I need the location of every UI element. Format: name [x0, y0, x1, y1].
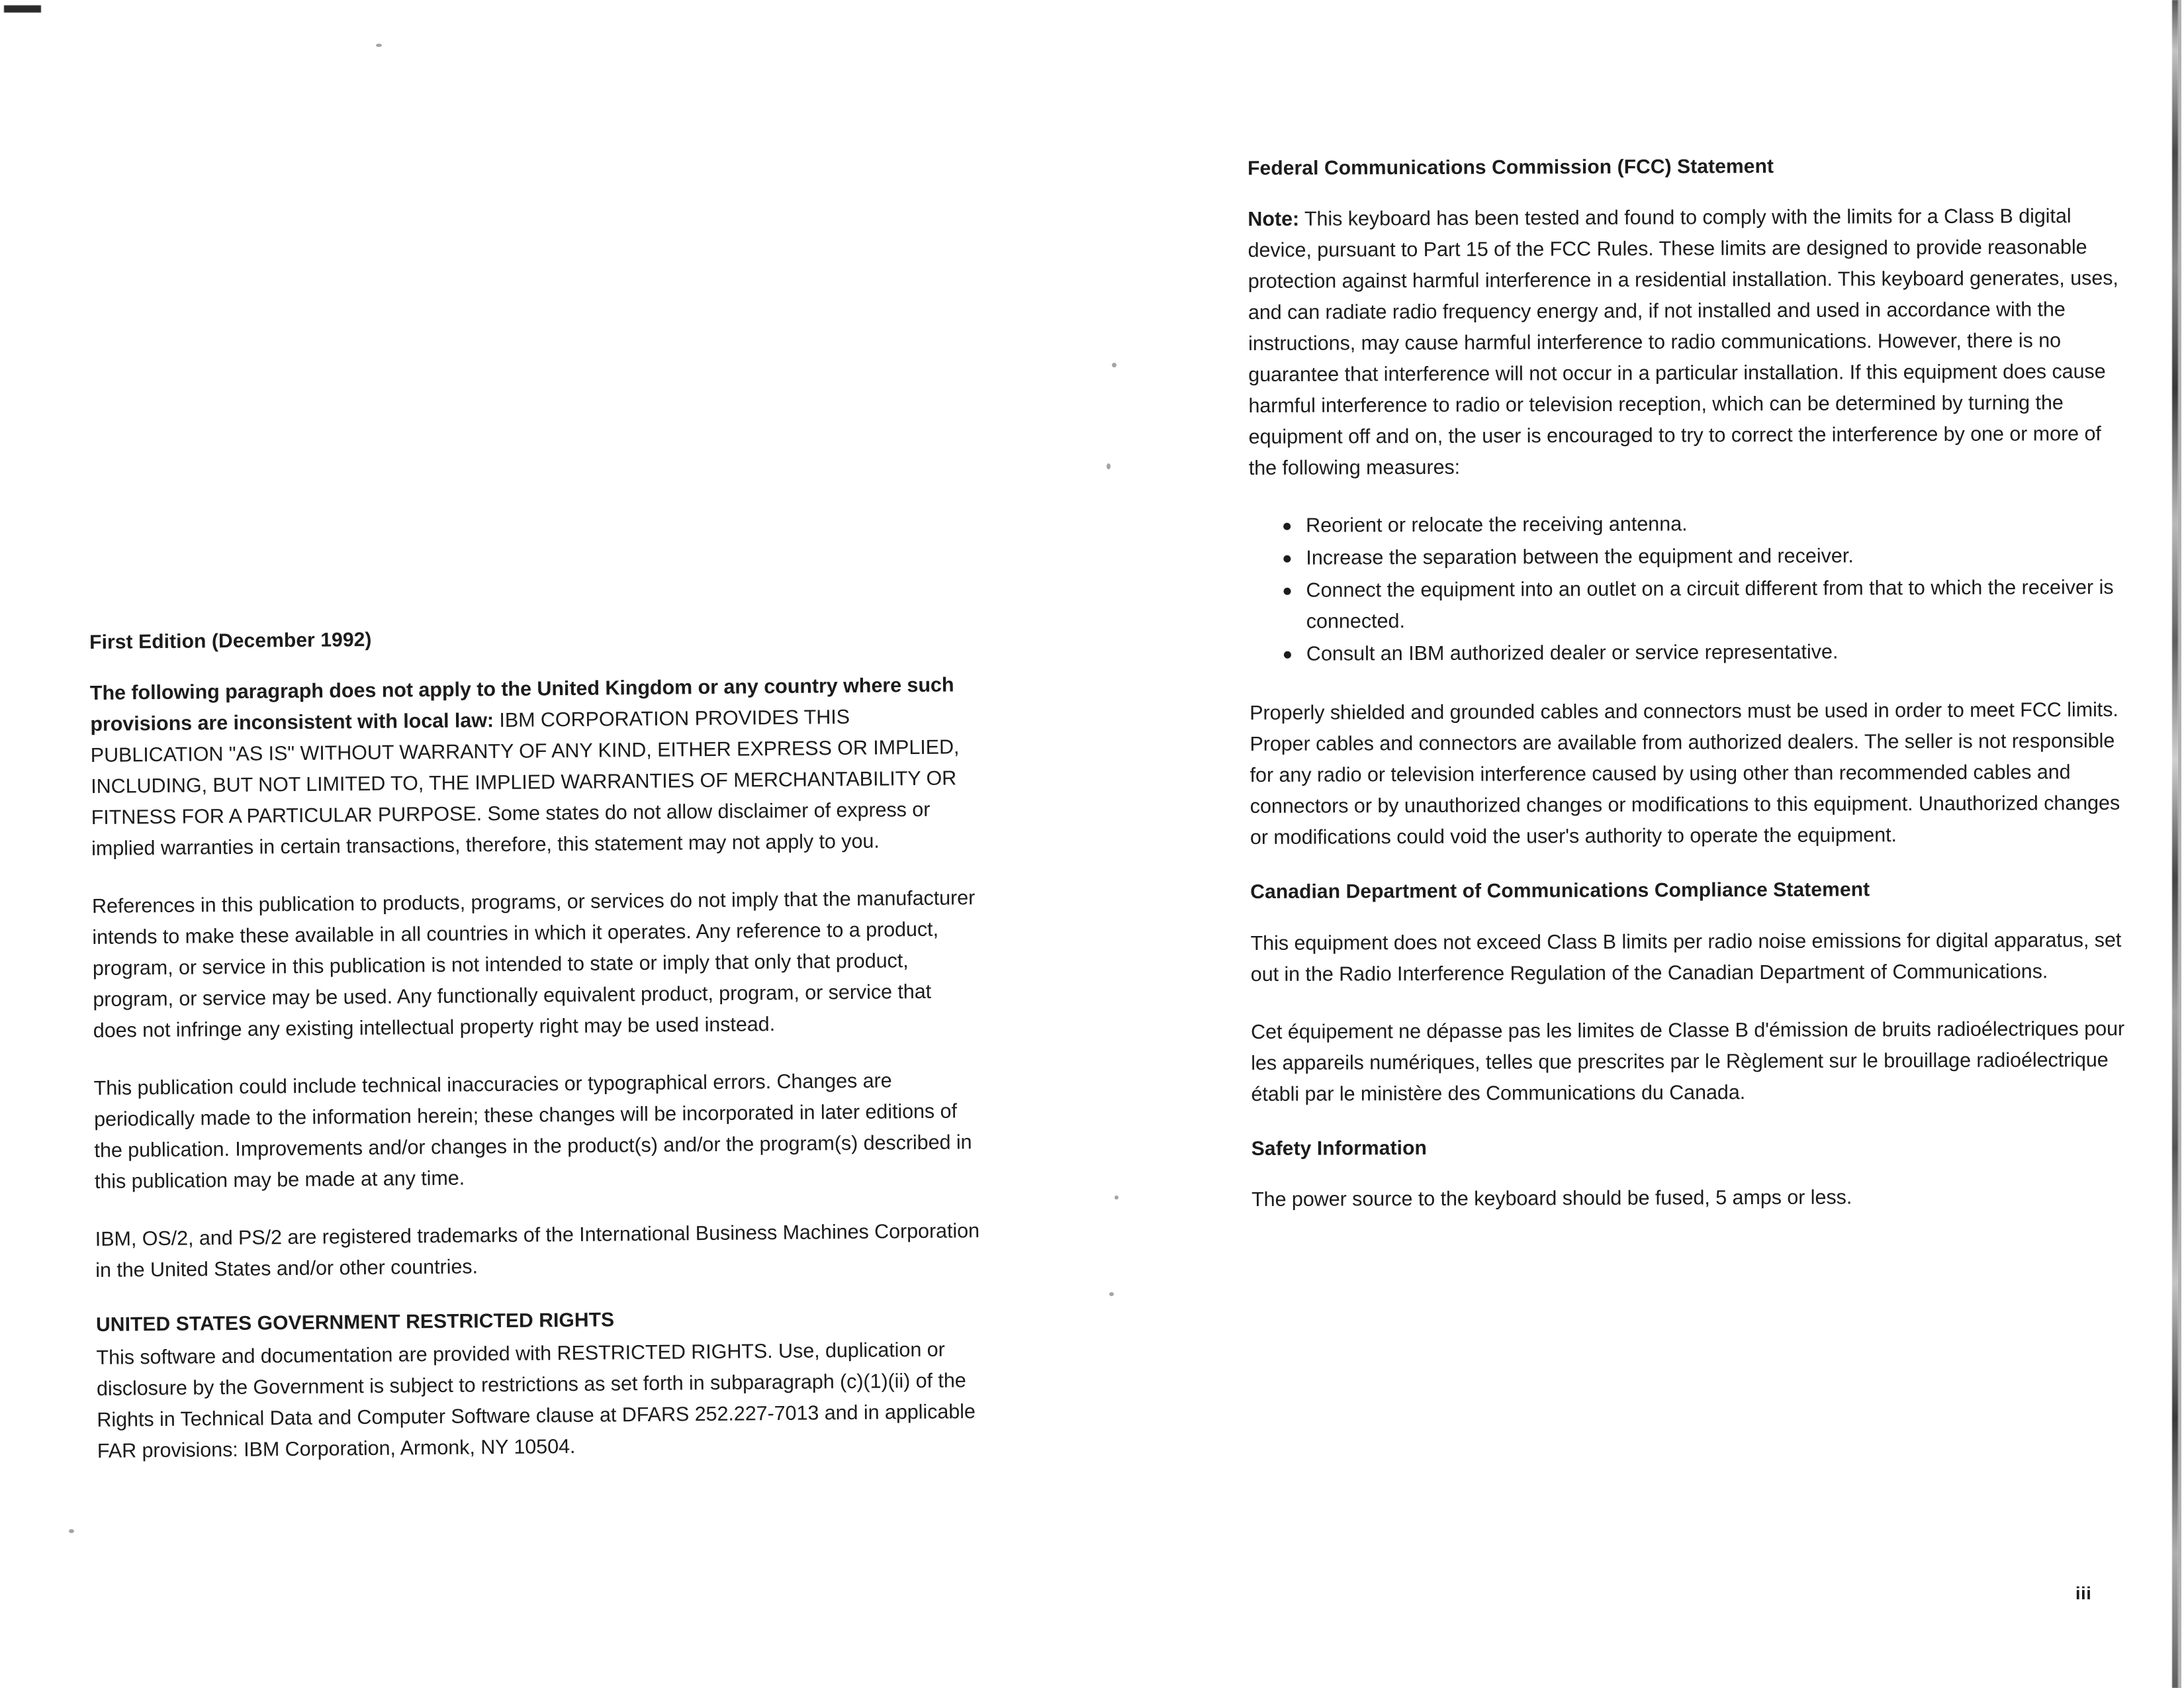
canadian-paragraph-french: Cet équipement ne dépasse pas les limites de Classe B d'émission de bruits radioélectriques pour les appareils numériques, telles que prescrites par le Règlement sur le brouillage radioélectrique établi par le ministère des Communications du Canada. — [1251, 1017, 2125, 1105]
fcc-note-body: This keyboard has been tested and found to comply with the limits for a Class B digital device, pursuant to Part 15 of the FCC Rules. These limits are designed to provide reasonable protection against harmful interference in a residential installation. This keyboard generates, uses, and can radiate radio frequency energy and, if not installed and used in accordance with the instructions, may cause harmful interference to radio communications. However, there is no guarantee that interference will not occur in a particular installation. If this equipment does cause harmful interference to radio or television reception, which can be determined by turning the equipment off and on, the user is encouraged to try to correct the interference by one or more of the following measures: — [1248, 205, 2118, 480]
page-number: iii — [2075, 1583, 2092, 1603]
scan-corner-mark — [4, 5, 41, 13]
safety-information-heading: Safety Information — [1251, 1137, 1427, 1160]
list-item — [1284, 635, 2123, 670]
disclaimer-body: IBM CORPORATION PROVIDES THIS PUBLICATION "AS IS" WITHOUT WARRANTY OF ANY KIND, EITHER EXPRESS OR IMPLIED, INCLUDING, BUT NOT LIMITED TO, THE IMPLIED WARRANTIES OF MERCHANTABILITY OR FITNESS FOR A PARTICULAR PURPOSE. Some states do not allow disclaimer of express or implied warranties in certain transactions, therefore, this statement may not apply to you. — [90, 706, 960, 861]
scan-speck — [376, 44, 382, 47]
bullet-icon — [1284, 651, 1291, 659]
bullet-icon — [1284, 588, 1291, 595]
scan-speck — [1112, 363, 1116, 367]
fcc-note-label: Note: — [1248, 208, 1300, 231]
scan-speck — [69, 1529, 74, 1533]
list-item-label: Reorient or relocate the receiving antenna. — [1306, 512, 1688, 538]
restricted-rights-paragraph: This software and documentation are provided with RESTRICTED RIGHTS. Use, duplication or disclosure by the Government is subject to restrictions as set forth in subparagraph (c)(1)(ii) of the Rights in Technical Data and Computer Software clause at DFARS 252.227-7013 and in applicable FAR provisions: IBM Corporation, Armonk, NY 10504. — [96, 1338, 976, 1462]
disclaimer-bold-lead: The following paragraph does not apply to the United Kingdom or any country where such provisions are inconsistent with local law: — [89, 673, 954, 736]
trademark-paragraph: IBM, OS/2, and PS/2 are registered trademarks of the International Business Machines Corporation in the United States and/or other countries. — [95, 1219, 980, 1282]
edition-heading: First Edition (December 1992) — [89, 628, 372, 653]
right-column — [1248, 153, 2125, 1215]
scan-speck — [1109, 1292, 1114, 1296]
list-item — [1283, 507, 2122, 541]
scan-right-edge-artifact-inner — [2178, 0, 2181, 1688]
bullet-icon — [1283, 523, 1291, 530]
scan-speck — [1115, 1196, 1118, 1199]
canadian-paragraph-english: This equipment does not exceed Class B limits per radio noise emissions for digital apparatus, set out in the Radio Interference Regulation of the Canadian Department of Communications. — [1250, 928, 2122, 986]
list-item-label: Consult an IBM authorized dealer or service representative. — [1306, 640, 1839, 666]
accuracy-paragraph: This publication could include technical inaccuracies or typographical errors. Changes are periodically made to the information herein; these changes will be incorporated in later editions of the publication. Improvements and/or changes in the product(s) and/or the program(s) described in this publication may be made at any time. — [93, 1069, 972, 1194]
bullet-icon — [1283, 555, 1291, 563]
fcc-measures-list — [1249, 507, 2123, 670]
safety-paragraph: The power source to the keyboard should be fused, 5 amps or less. — [1251, 1186, 1852, 1211]
scan-right-edge-artifact — [2172, 0, 2178, 1688]
shielding-paragraph: Properly shielded and grounded cables and connectors must be used in order to meet FCC limits. Proper cables and connectors are available from authorized dealers. The seller is not responsible for any radio or television interference caused by using other than recommended cables and connectors or by unauthorized changes or modifications to this equipment. Unauthorized changes or modifications could void the user's authority to operate the equipment. — [1250, 698, 2120, 849]
fcc-statement-heading: Federal Communications Commission (FCC) Statement — [1248, 155, 1774, 179]
list-item-label: Increase the separation between the equipment and receiver. — [1306, 544, 1854, 570]
list-item-label: Connect the equipment into an outlet on a circuit different from that to which the receiver is connected. — [1306, 576, 2114, 633]
list-item — [1283, 539, 2122, 574]
scan-speck — [1107, 463, 1111, 469]
disclaimer-paragraph — [90, 670, 979, 865]
fcc-note-paragraph — [1248, 201, 2122, 484]
references-paragraph: References in this publication to products, programs, or services do not imply that the manufacturer intends to make these available in all countries in which it operates. Any reference to a product, program, or service in this publication is not intended to state or imply that only that product, program, or service may be used. Any functionally equivalent product, program, or service that does not infringe any existing intellectual property right may be used instead. — [91, 886, 976, 1043]
left-column — [89, 622, 984, 1467]
restricted-rights-heading: UNITED STATES GOVERNMENT RESTRICTED RIGHTS — [95, 1309, 615, 1336]
list-item — [1283, 572, 2122, 637]
canadian-compliance-heading: Canadian Department of Communications Compliance Statement — [1250, 878, 1870, 904]
